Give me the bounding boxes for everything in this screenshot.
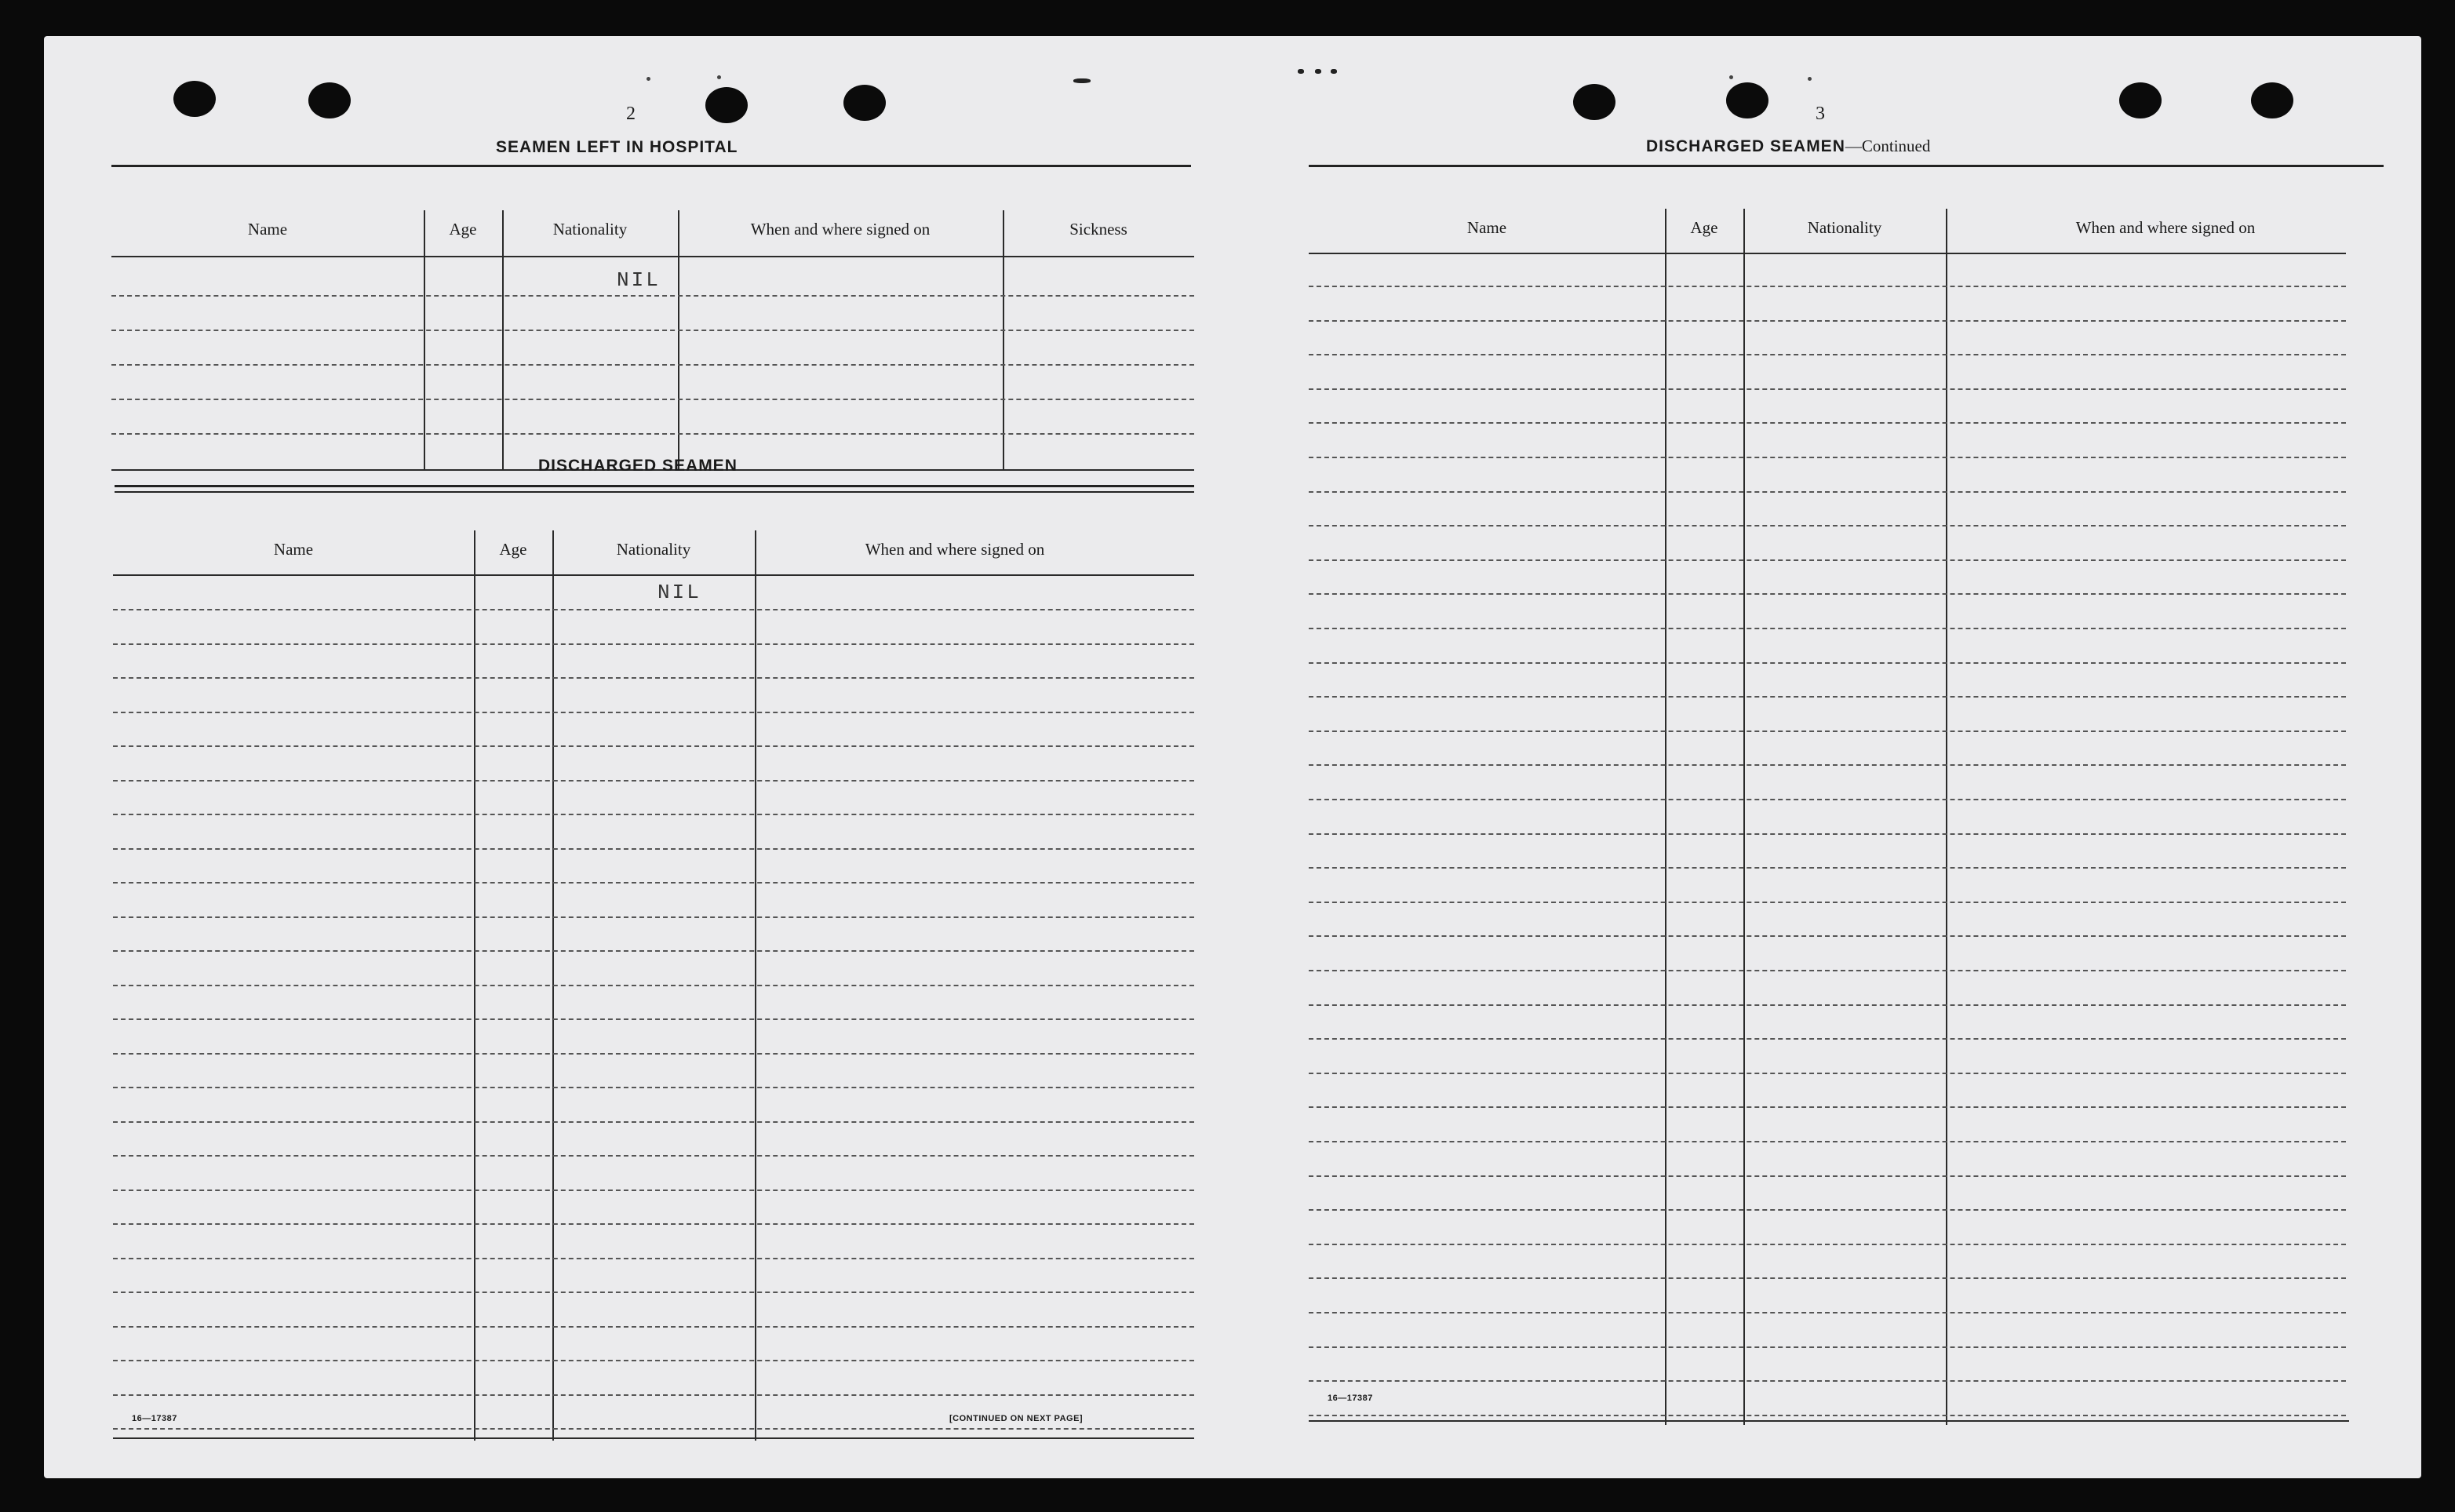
binder-hole	[2119, 82, 2162, 118]
row-line	[113, 1360, 1194, 1361]
row-line	[113, 814, 1194, 815]
title-continued-text: —Continued	[1845, 137, 1931, 155]
row-line	[1309, 867, 2346, 869]
ink-mark	[647, 77, 650, 81]
row-line	[113, 1190, 1194, 1191]
typed-entry: NIL	[617, 268, 661, 292]
row-line	[111, 295, 1194, 297]
column-header-age: Age	[449, 220, 477, 239]
row-line	[113, 1394, 1194, 1396]
row-line	[1309, 559, 2346, 561]
row-line	[1309, 1380, 2346, 1382]
row-line	[1309, 354, 2346, 355]
column-header-age: Age	[499, 540, 527, 559]
form-number: 16—17387	[1328, 1394, 1373, 1403]
row-line	[1309, 1106, 2346, 1108]
column-header-name: Name	[273, 540, 314, 559]
row-line	[1309, 1209, 2346, 1211]
row-line	[113, 1018, 1194, 1020]
row-line	[113, 1087, 1194, 1088]
row-line	[1309, 320, 2346, 322]
binder-hole	[1573, 84, 1615, 120]
binder-hole	[173, 81, 216, 117]
column-header-name: Name	[1466, 218, 1507, 237]
row-line	[1309, 593, 2346, 595]
row-line	[1309, 1175, 2346, 1177]
row-line	[1309, 1004, 2346, 1006]
ink-mark	[1073, 78, 1091, 83]
header-underline	[111, 256, 1194, 257]
row-line	[1309, 662, 2346, 664]
row-line	[1309, 970, 2346, 971]
row-line	[1309, 1244, 2346, 1245]
column-header-age: Age	[1690, 218, 1718, 237]
table-bottom-rule	[113, 1437, 1194, 1439]
binder-hole	[843, 85, 886, 121]
discharged-table-left	[113, 499, 1196, 1448]
column-header-signed-on: When and where signed on	[750, 220, 931, 239]
section-title-discharged: DISCHARGED SEAMEN	[538, 457, 738, 475]
row-line	[113, 882, 1194, 884]
row-line	[1309, 1277, 2346, 1279]
discharged-table-right	[1309, 169, 2385, 1425]
column-divider	[502, 210, 504, 469]
column-header-nationality: Nationality	[1807, 218, 1882, 237]
row-line	[1309, 730, 2346, 732]
table-bottom-rule	[1309, 1420, 2349, 1422]
header-underline	[113, 574, 1194, 576]
row-line	[1309, 628, 2346, 629]
row-line	[1309, 1346, 2346, 1348]
row-line	[1309, 457, 2346, 458]
row-line	[113, 1326, 1194, 1328]
row-line	[113, 950, 1194, 952]
section-title-discharged-continued	[1646, 137, 1930, 156]
row-line	[1309, 388, 2346, 390]
title-rule	[115, 491, 1194, 493]
title-rule	[111, 165, 1191, 167]
form-number: 16—17387	[132, 1414, 177, 1423]
row-line	[113, 1155, 1194, 1157]
column-header-nationality: Nationality	[616, 540, 691, 559]
column-divider	[1665, 209, 1666, 1425]
column-divider	[1003, 210, 1004, 469]
row-line	[1309, 286, 2346, 287]
continued-note: [CONTINUED ON NEXT PAGE]	[949, 1414, 1084, 1423]
column-header-signed-on: When and where signed on	[865, 540, 1045, 559]
header-underline	[1309, 253, 2346, 254]
column-header-name: Name	[247, 220, 288, 239]
title-text: DISCHARGED SEAMEN	[1646, 137, 1845, 155]
row-line	[111, 330, 1194, 331]
column-header-signed-on: When and where signed on	[2075, 218, 2256, 237]
binder-hole	[705, 87, 748, 123]
row-line	[113, 848, 1194, 850]
row-line	[1309, 696, 2346, 698]
page-number: 3	[1816, 104, 1825, 124]
row-line	[113, 1223, 1194, 1225]
row-line	[1309, 935, 2346, 937]
row-line	[113, 745, 1194, 747]
row-line	[1309, 902, 2346, 903]
title-rule	[115, 485, 1194, 487]
row-line	[113, 916, 1194, 918]
row-line	[1309, 833, 2346, 835]
row-line	[1309, 491, 2346, 493]
column-header-sickness: Sickness	[1069, 220, 1127, 239]
hospital-table	[111, 171, 1194, 474]
row-line	[113, 1121, 1194, 1123]
typed-entry: NIL	[657, 581, 701, 604]
row-line	[1309, 1312, 2346, 1313]
ink-mark	[1298, 69, 1304, 74]
title-rule	[1309, 165, 2384, 167]
page-number: 2	[626, 104, 636, 124]
row-line	[113, 643, 1194, 645]
row-line	[113, 609, 1194, 610]
row-line	[113, 1258, 1194, 1259]
column-divider	[678, 210, 679, 469]
column-header-nationality: Nationality	[552, 220, 628, 239]
row-line	[1309, 1415, 2346, 1416]
row-line	[111, 399, 1194, 400]
ink-mark	[1808, 77, 1812, 81]
binder-hole	[2251, 82, 2293, 118]
row-line	[113, 1292, 1194, 1293]
ink-mark	[1729, 75, 1733, 79]
row-line	[113, 1053, 1194, 1055]
row-line	[1309, 525, 2346, 526]
row-line	[113, 1428, 1194, 1430]
form-sheet	[44, 36, 2421, 1478]
row-line	[113, 780, 1194, 782]
row-line	[1309, 764, 2346, 766]
row-line	[1309, 422, 2346, 424]
row-line	[113, 677, 1194, 679]
row-line	[1309, 1073, 2346, 1074]
ink-mark	[1331, 69, 1337, 74]
ink-mark	[717, 75, 721, 79]
row-line	[113, 712, 1194, 713]
column-divider	[1946, 209, 1947, 1425]
ink-mark	[1315, 69, 1321, 74]
row-line	[113, 985, 1194, 986]
row-line	[111, 364, 1194, 366]
binder-hole	[308, 82, 351, 118]
row-line	[1309, 1038, 2346, 1040]
column-divider	[1743, 209, 1745, 1425]
column-divider	[424, 210, 425, 469]
section-title-hospital: SEAMEN LEFT IN HOSPITAL	[496, 138, 738, 156]
row-line	[1309, 799, 2346, 800]
binder-hole	[1726, 82, 1768, 118]
row-line	[111, 433, 1194, 435]
row-line	[1309, 1141, 2346, 1142]
